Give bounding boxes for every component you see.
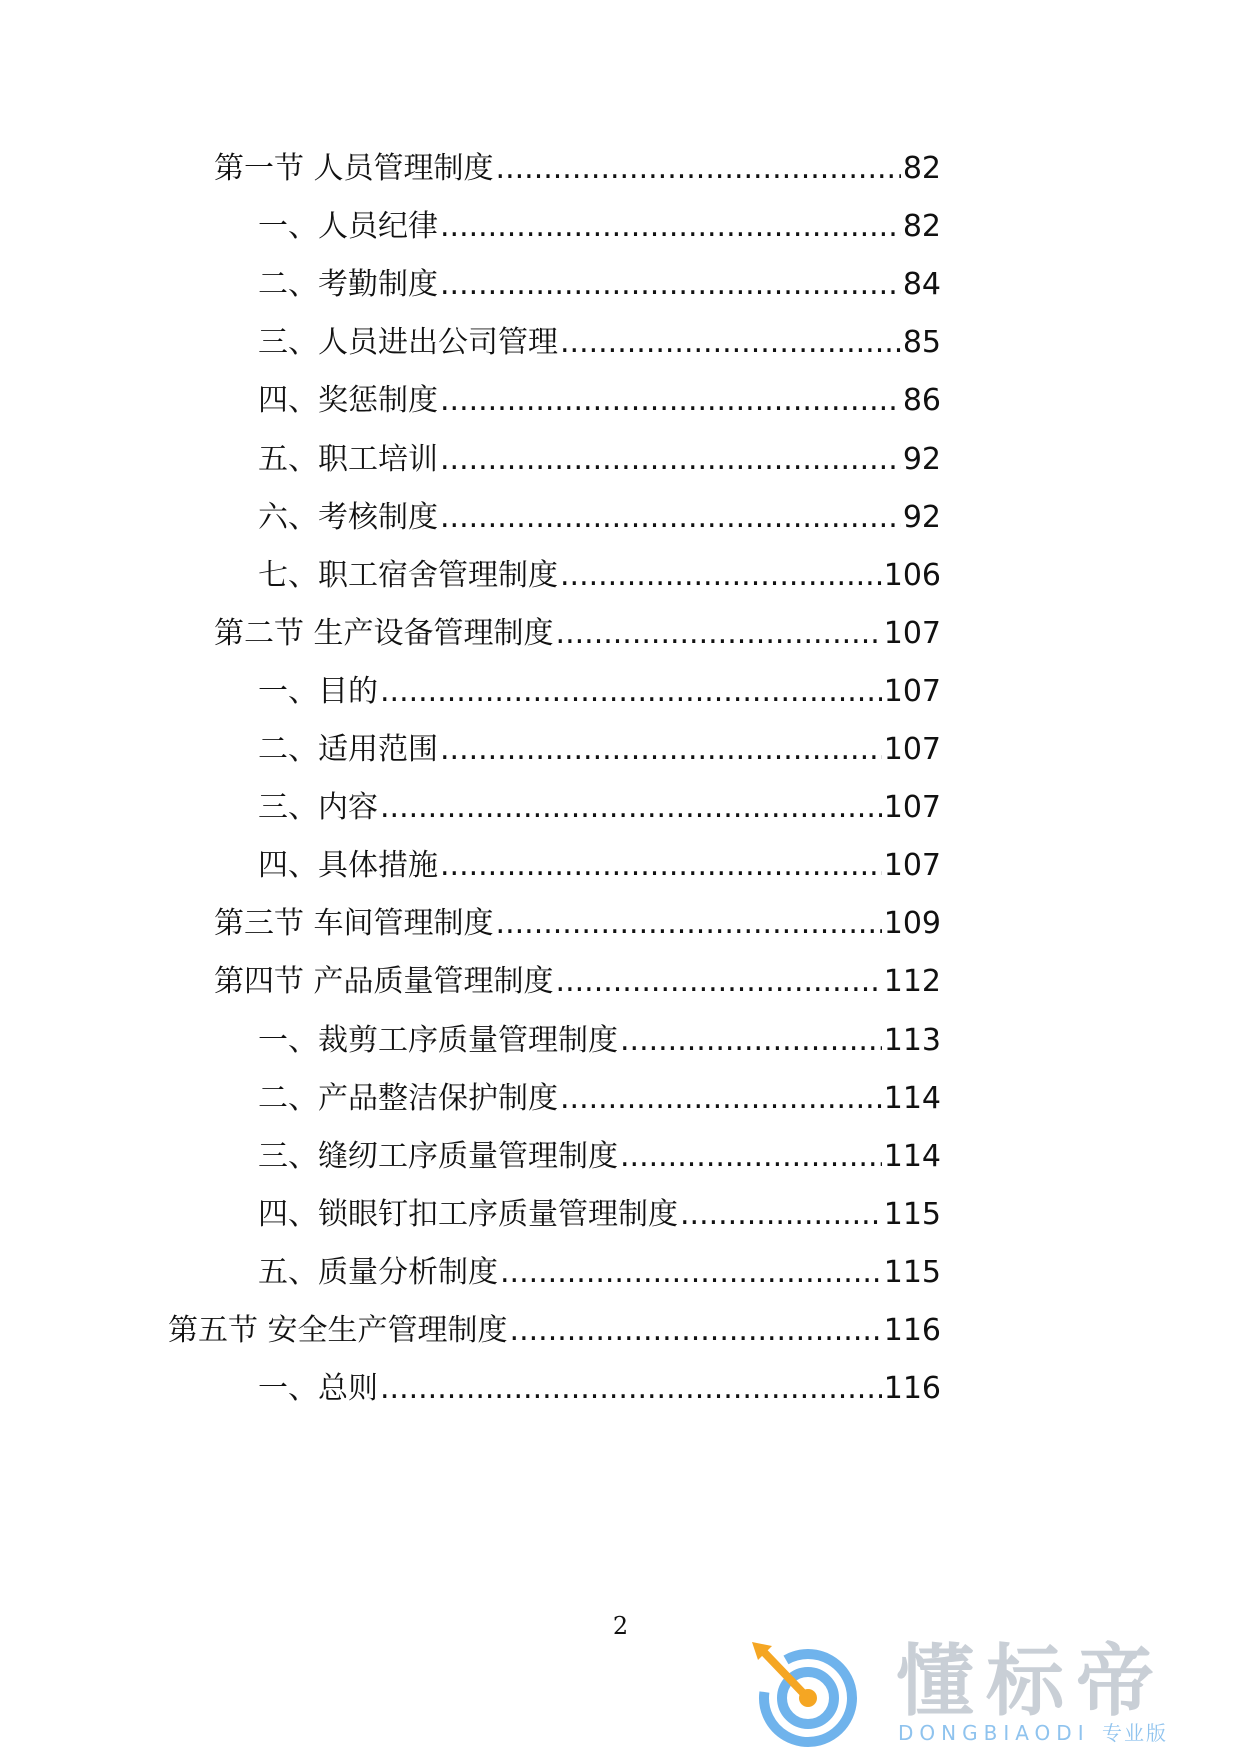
toc-entry[interactable] (214, 902, 941, 946)
toc-leader-dots (380, 670, 882, 714)
brand-watermark (746, 1636, 1226, 1748)
toc-entry-page: 107 (883, 674, 941, 709)
toc-entry[interactable] (258, 321, 941, 365)
toc-entry-page: 109 (883, 906, 941, 941)
toc-entry-page: 116 (883, 1313, 941, 1348)
toc-entry[interactable] (214, 960, 941, 1004)
toc-leader-dots (620, 1135, 882, 1179)
toc-entry-title: 二、适用范围 (258, 732, 438, 767)
toc-entry-page: 107 (883, 732, 941, 767)
toc-entry-title: 五、质量分析制度 (258, 1255, 498, 1290)
toc-leader-dots (440, 438, 901, 482)
toc-entry-title: 二、考勤制度 (258, 267, 438, 302)
toc-entry-title: 七、职工宿舍管理制度 (258, 558, 558, 593)
toc-leader-dots (440, 496, 901, 540)
toc-entry-page: 115 (883, 1197, 941, 1232)
toc-entry-page: 115 (883, 1255, 941, 1290)
toc-entry[interactable] (258, 1135, 941, 1179)
toc-entry-page: 84 (902, 267, 941, 302)
toc-entry-title: 第五节 安全生产管理制度 (168, 1313, 508, 1348)
toc-entry-page: 106 (883, 558, 941, 593)
toc-entry[interactable] (214, 147, 941, 191)
toc-entry[interactable] (258, 1367, 941, 1411)
toc-entry-title: 一、目的 (258, 674, 378, 709)
toc-leader-dots (440, 728, 882, 772)
toc-entry-title: 四、锁眼钉扣工序质量管理制度 (258, 1197, 678, 1232)
toc-leader-dots (380, 1367, 882, 1411)
toc-entry-title: 一、人员纪律 (258, 209, 438, 244)
toc-entry-page: 85 (902, 325, 941, 360)
toc-entry[interactable] (258, 1251, 941, 1295)
toc-entry[interactable] (258, 205, 941, 249)
toc-entry-title: 第三节 车间管理制度 (214, 906, 494, 941)
toc-leader-dots (440, 205, 901, 249)
toc-entry[interactable] (258, 554, 941, 598)
toc-entry-title: 三、内容 (258, 790, 378, 825)
toc-leader-dots (680, 1193, 882, 1237)
toc-entry[interactable] (258, 1077, 941, 1121)
toc-entry-page: 92 (902, 500, 941, 535)
toc-entry[interactable] (258, 379, 941, 423)
toc-entry-title: 第四节 产品质量管理制度 (214, 964, 554, 999)
toc-entry-page: 82 (902, 209, 941, 244)
toc-entry-title: 四、奖惩制度 (258, 383, 438, 418)
toc-entry-page: 92 (902, 442, 941, 477)
watermark-subtitle (898, 1722, 1168, 1744)
toc-leader-dots (496, 902, 882, 946)
toc-entry-title: 六、考核制度 (258, 500, 438, 535)
toc-leader-dots (620, 1019, 882, 1063)
toc-entry-title: 五、职工培训 (258, 442, 438, 477)
toc-entry[interactable] (168, 1309, 941, 1353)
toc-leader-dots (380, 786, 882, 830)
toc-entry-page: 107 (883, 616, 941, 651)
watermark-brand-text: 懂标帝 (896, 1637, 1167, 1727)
toc-leader-dots (560, 321, 901, 365)
toc-entry-page: 113 (883, 1023, 941, 1058)
toc-entry-page: 114 (883, 1081, 941, 1116)
toc-entry[interactable] (258, 438, 941, 482)
target-logo-icon (746, 1636, 866, 1748)
toc-entry-title: 一、裁剪工序质量管理制度 (258, 1023, 618, 1058)
toc-entry-title: 第二节 生产设备管理制度 (214, 616, 554, 651)
toc-entry[interactable] (258, 1019, 941, 1063)
toc-entry[interactable] (258, 786, 941, 830)
toc-entry[interactable] (258, 728, 941, 772)
toc-leader-dots (556, 612, 882, 656)
toc-entry-title: 四、具体措施 (258, 848, 438, 883)
toc-entry-page: 116 (883, 1371, 941, 1406)
toc-entry-title: 第一节 人员管理制度 (214, 151, 494, 186)
toc-leader-dots (556, 960, 882, 1004)
toc-leader-dots (496, 147, 901, 191)
watermark-edition: 专业版 (1101, 1721, 1168, 1745)
toc-entry-title: 一、总则 (258, 1371, 378, 1406)
toc-entry[interactable] (258, 496, 941, 540)
toc-entry-title: 三、缝纫工序质量管理制度 (258, 1139, 618, 1174)
toc-entry[interactable] (258, 1193, 941, 1237)
page-number: 2 (612, 1612, 629, 1640)
toc-leader-dots (560, 1077, 882, 1121)
toc-entry-page: 112 (883, 964, 941, 999)
toc-entry-title: 二、产品整洁保护制度 (258, 1081, 558, 1116)
toc-entry[interactable] (258, 263, 941, 307)
toc-entry-page: 107 (883, 848, 941, 883)
toc-leader-dots (500, 1251, 882, 1295)
watermark-pinyin: DONGBIAODI (898, 1721, 1090, 1745)
toc-entry-page: 107 (883, 790, 941, 825)
toc-entry-page: 114 (883, 1139, 941, 1174)
toc-leader-dots (510, 1309, 882, 1353)
toc-entry-title: 三、人员进出公司管理 (258, 325, 558, 360)
toc-leader-dots (440, 263, 901, 307)
toc-entry-page: 86 (902, 383, 941, 418)
toc-entry[interactable] (258, 670, 941, 714)
toc-entry[interactable] (258, 844, 941, 888)
toc-leader-dots (440, 379, 901, 423)
toc-entry-page: 82 (902, 151, 941, 186)
toc-entry[interactable] (214, 612, 941, 656)
toc-leader-dots (440, 844, 882, 888)
toc-leader-dots (560, 554, 882, 598)
